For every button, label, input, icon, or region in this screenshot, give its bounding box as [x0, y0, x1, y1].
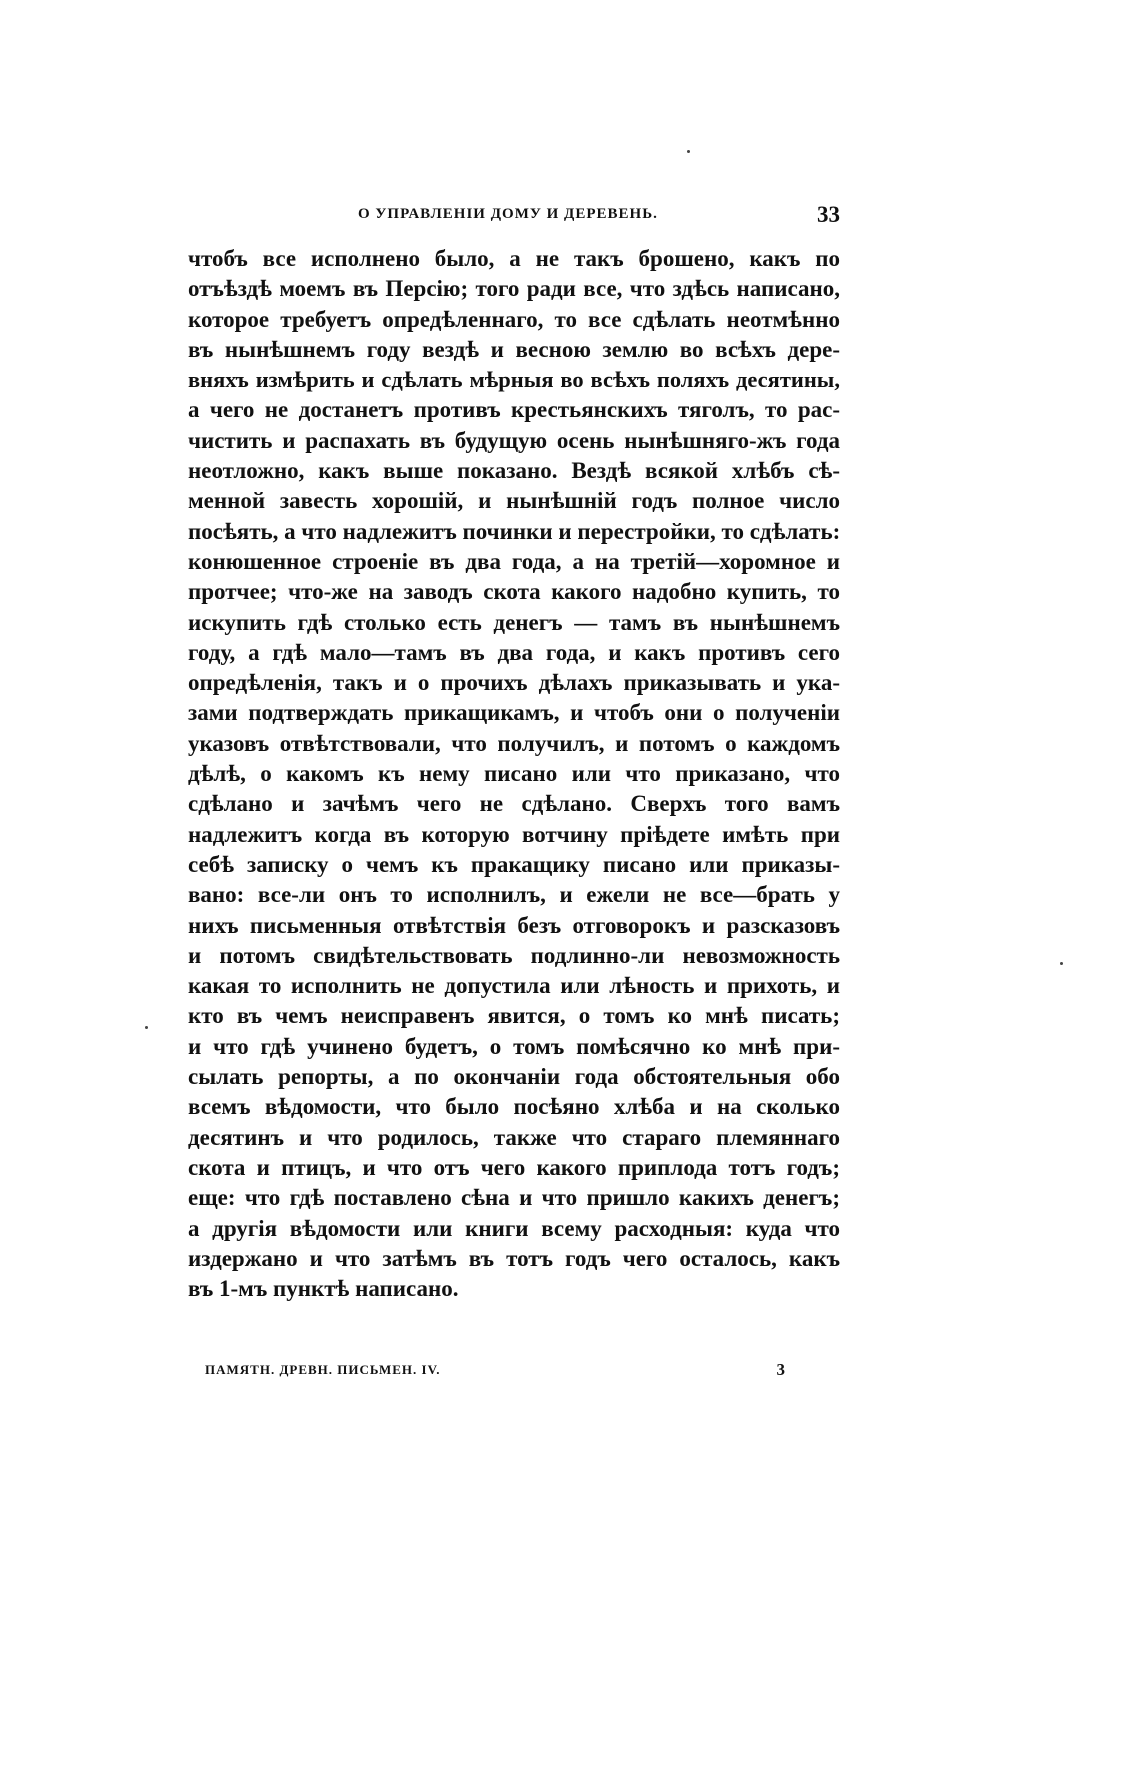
text-line: и что гдѣ учинено будетъ, о томъ помѣсячно ко мнѣ при- — [188, 1033, 840, 1059]
text-line: дѣлѣ, о какомъ къ нему писано или что приказано, что — [188, 761, 840, 787]
text-line: чистить и распахать въ будущую осень нынѣшняго-жъ года — [188, 427, 840, 453]
text-line: неотложно, какъ выше показано. Вездѣ всякой хлѣбъ сѣ- — [188, 458, 840, 484]
text-line: а другія вѣдомости или книги всему расходныя: куда что — [188, 1215, 840, 1241]
text-line: сылать репорты, а по окончаніи года обстоятельныя обо — [188, 1064, 840, 1090]
text-line: сдѣлано и зачѣмъ чего не сдѣлано. Сверхъ того вамъ — [188, 791, 840, 817]
text-line: протчее; что-же на заводъ скота какого надобно купить, то — [188, 579, 840, 605]
text-line: еще: что гдѣ поставлено сѣна и что пришло какихъ денегъ; — [188, 1185, 840, 1211]
running-title: О УПРАВЛЕНІИ ДОМУ И ДЕРЕВЕНЬ. — [358, 206, 658, 222]
page-footer — [205, 1362, 785, 1386]
sheet-number: 3 — [776, 1360, 785, 1379]
text-line: десятинъ и что родилось, также что стараго племяннаго — [188, 1124, 840, 1150]
text-line: вняхъ измѣрить и сдѣлать мѣрныя во всѣхъ поляхъ десятины, — [188, 367, 840, 393]
text-line: а чего не достанетъ противъ крестьянскихъ тяголъ, то рас- — [188, 397, 840, 423]
text-line: издержано и что затѣмъ въ тотъ годъ чего осталось, какъ — [188, 1245, 840, 1271]
text-line: отъѣздѣ моемъ въ Персію; того ради все, что здѣсь написано, — [188, 276, 840, 302]
running-head — [188, 202, 840, 232]
scan-speck — [687, 150, 690, 153]
body-text — [188, 244, 840, 1304]
text-line: указовъ отвѣтствовали, что получилъ, и потомъ о каждомъ — [188, 730, 840, 756]
text-line: какая то исполнить не допустила или лѣность и прихоть, и — [188, 973, 840, 999]
text-line: посѣять, а что надлежитъ починки и перестройки, то сдѣлать: — [188, 518, 841, 544]
text-line: надлежитъ когда въ которую вотчину пріѣдете имѣть при — [188, 821, 840, 847]
scan-speck — [1060, 962, 1063, 965]
text-line: скота и птицъ, и что отъ чего какого приплода тотъ годъ; — [188, 1154, 840, 1180]
text-line: году, а гдѣ мало—тамъ въ два года, и какъ противъ сего — [188, 639, 840, 665]
text-line: зами подтверждать прикащикамъ, и чтобъ они о полученіи — [188, 700, 840, 726]
scan-speck — [145, 1026, 148, 1029]
text-line-last: въ 1-мъ пунктѣ написано. — [188, 1276, 459, 1302]
text-line: менной завесть хорошій, и нынѣшній годъ полное число — [188, 488, 840, 514]
text-line: искупить гдѣ столько есть денегъ — тамъ въ нынѣшнемъ — [188, 609, 840, 635]
text-line: чтобъ все исполнено было, а не такъ брошено, какъ по — [188, 246, 840, 271]
text-line: всемъ вѣдомости, что было посѣяно хлѣба и на сколько — [188, 1094, 840, 1120]
text-line: себѣ записку о чемъ къ пракащику писано или приказы- — [188, 851, 840, 877]
text-line: опредѣленія, такъ и о прочихъ дѣлахъ приказывать и ука- — [188, 670, 840, 696]
text-line: конюшенное строеніе въ два года, а на третій—хоромное и — [188, 548, 840, 574]
text-line: кто въ чемъ неисправенъ явится, о томъ ко мнѣ писать; — [188, 1003, 840, 1029]
signature-mark: ПАМЯТН. ДРЕВН. ПИСЬМЕН. IV. — [205, 1362, 441, 1377]
text-line: и потомъ свидѣтельствовать подлинно-ли невозможность — [188, 942, 840, 968]
text-line: вано: все-ли онъ то исполнилъ, и ежели не все—брать у — [188, 882, 840, 908]
text-line: которое требуетъ опредѣленнаго, то все сдѣлать неотмѣнно — [188, 306, 840, 332]
text-line: нихъ письменныя отвѣтствія безъ отговорокъ и разсказовъ — [188, 912, 840, 938]
page-number: 33 — [817, 202, 840, 227]
text-line: въ нынѣшнемъ году вездѣ и весною землю во всѣхъ дере- — [188, 336, 840, 362]
